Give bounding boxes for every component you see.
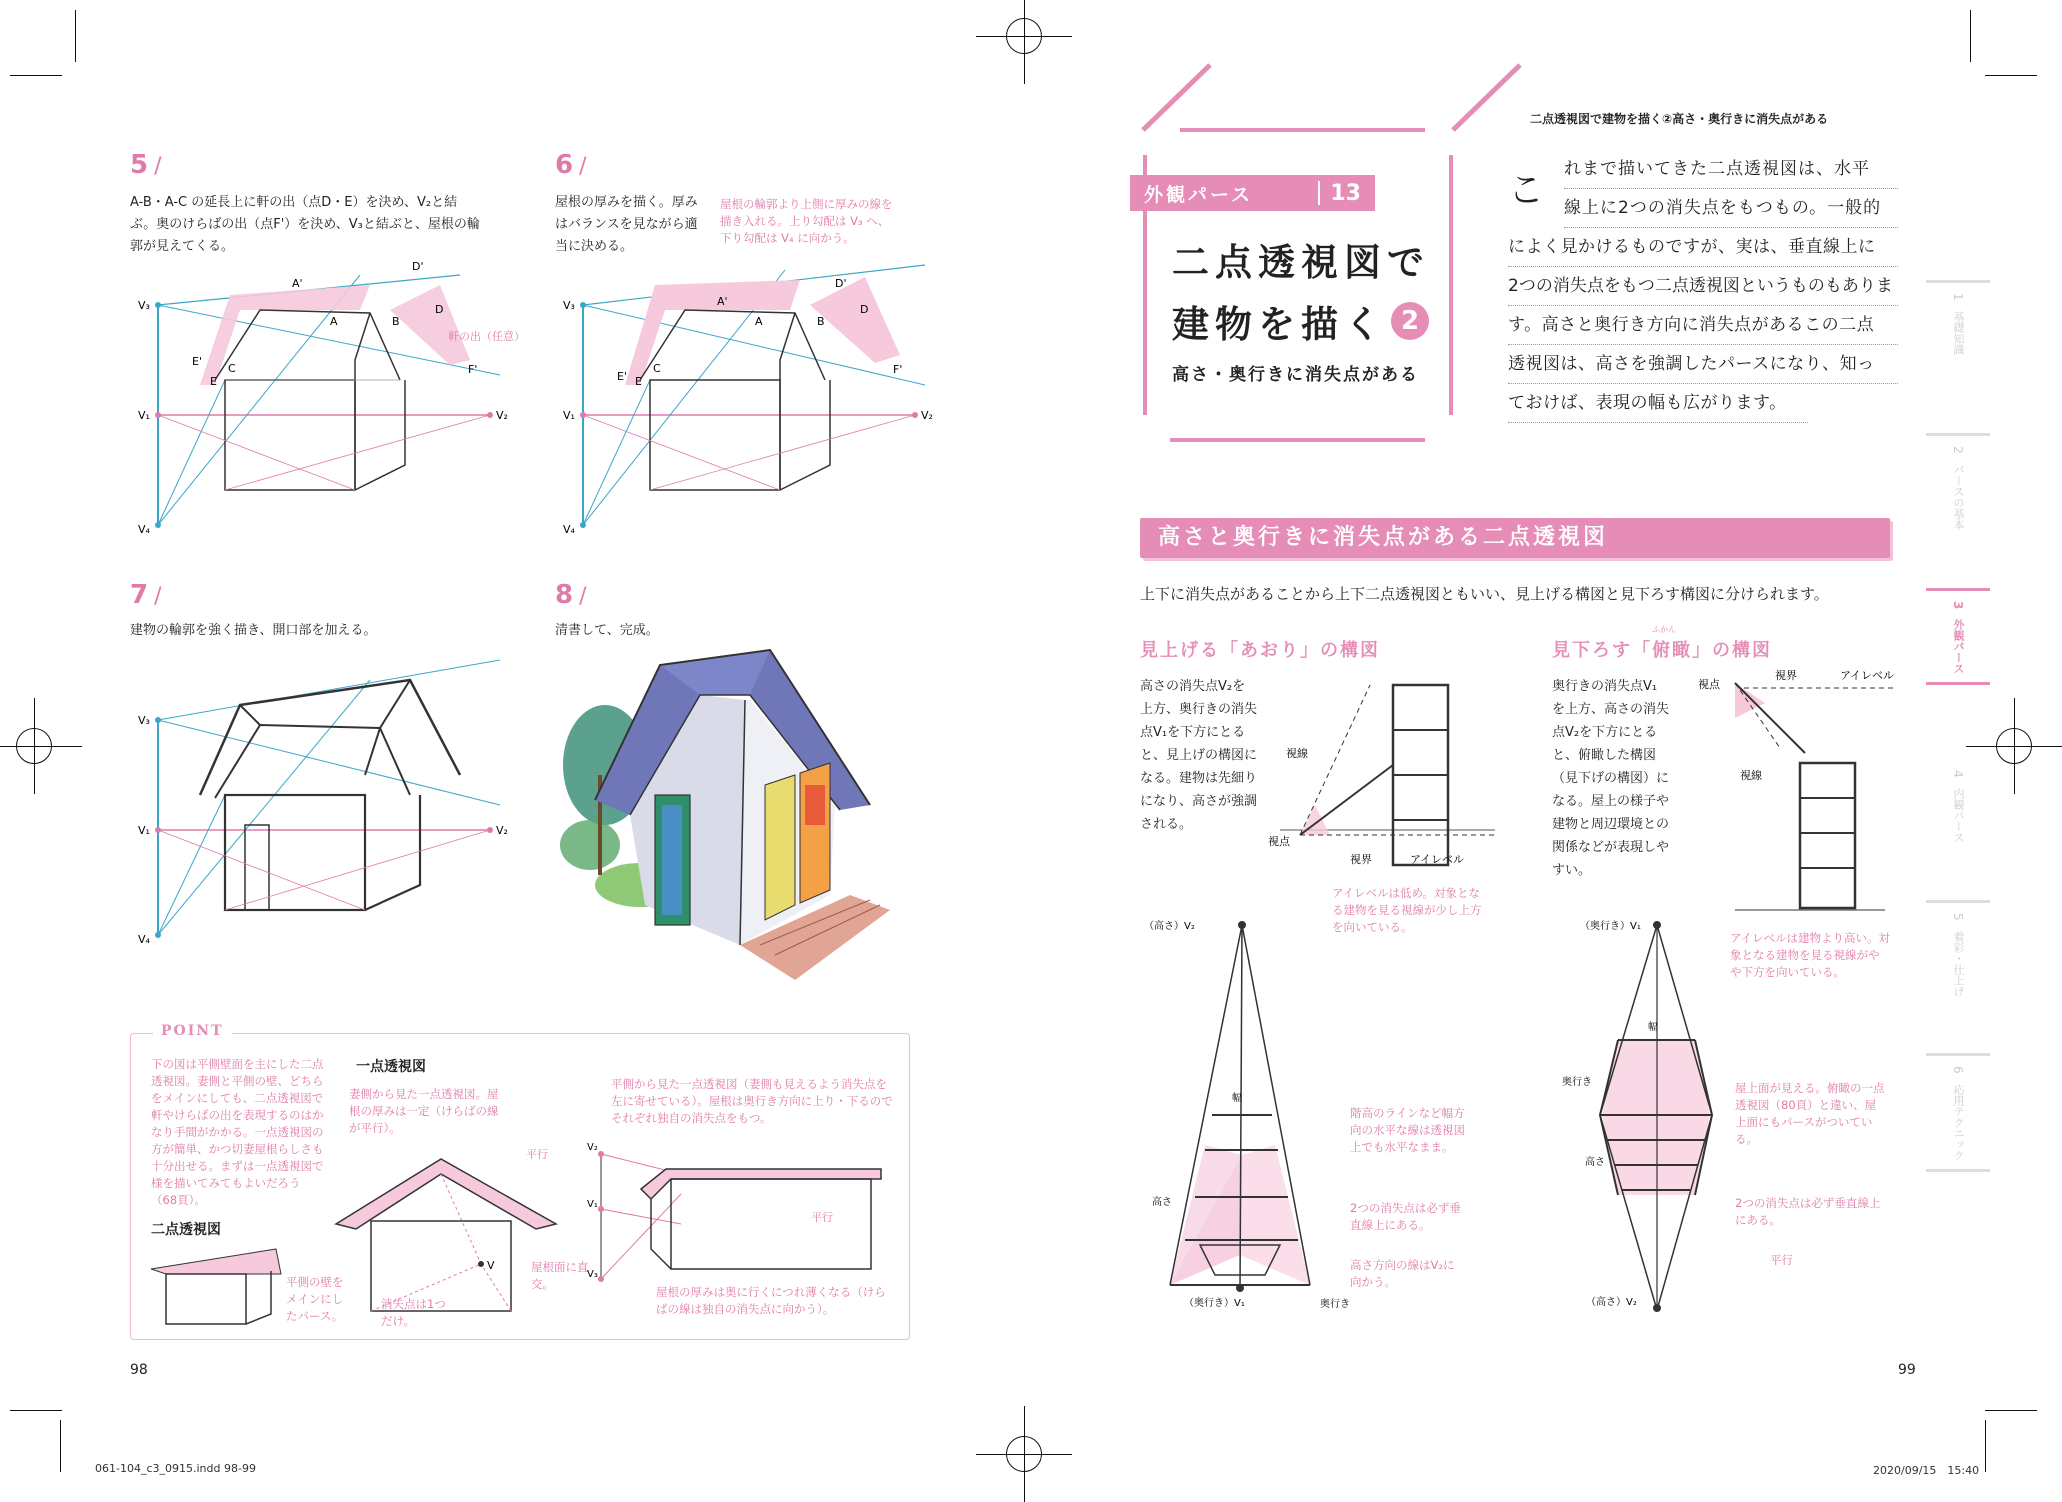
svg-text:幅: 幅: [1232, 1093, 1242, 1104]
aori-note-2: 2つの消失点は必ず垂直線上にある。: [1350, 1201, 1461, 1232]
fukan-ruby: ふかん: [1652, 625, 1676, 634]
registration-mark: [1986, 718, 2042, 774]
side-tab-label: 着彩・仕上げ: [1952, 930, 1965, 997]
side-tab-number: 4: [1951, 770, 1965, 778]
svg-text:幅: 幅: [1648, 1022, 1658, 1033]
svg-text:（奥行き）V₁: （奥行き）V₁: [1184, 1298, 1245, 1309]
svg-text:アイレベル: アイレベル: [1410, 853, 1465, 866]
fukan-note-2: 2つの消失点は必ず垂直線上にある。: [1735, 1196, 1881, 1227]
svg-text:A': A': [292, 277, 303, 290]
point-intro: 下の図は平側壁面を主にした二点透視図。妻側と平側の壁、どちらをメインにしても、二点透視図で軒やけらばの出を表現するのはかなり手間がかかる。一点透視図の方が簡単、かつ切妻屋根らしさも十分出せる。まずは一点透視図で様を描いてみてもよいだろう（68頁）。: [151, 1057, 324, 1207]
side-tab-active[interactable]: [1926, 588, 1990, 685]
v4-label: V₄: [138, 523, 150, 536]
svg-text:C: C: [653, 362, 661, 375]
chapter-tag-label: 外観パース: [1144, 183, 1254, 206]
eaves-note: 軒の出（任意）: [448, 330, 525, 343]
step-number: 8 /: [555, 580, 587, 610]
registration-mark: [996, 1426, 1052, 1482]
step-text: A-B・A-C の延長上に軒の出（点D・E）を決め、V₂と結ぶ。奥のけらばの出（点F'）を決め、V₃と結ぶと、屋根の輪郭が見えてくる。: [130, 195, 480, 254]
side-tab-label: 内観パース: [1952, 787, 1965, 843]
aori-text: 高さの消失点V₂を上方、奥行きの消失点V₁を下方にとると、見上げの構図になる。建物は先細りになり、高さが強調される。: [1140, 679, 1258, 832]
svg-text:アイレベル: アイレベル: [1840, 669, 1895, 682]
side-tab-number: 6: [1951, 1066, 1965, 1074]
svg-text:V₁: V₁: [563, 409, 575, 422]
point-one-point-sketch: [331, 1149, 571, 1319]
svg-text:V₃: V₃: [587, 1269, 598, 1280]
svg-text:高さ: 高さ: [1585, 1157, 1605, 1168]
svg-text:V₄: V₄: [563, 523, 575, 536]
face-note: 屋根面に直交。: [531, 1260, 589, 1291]
aori-note-1: 階高のラインなど幅方向の水平な線は透視図上でも水平なまま。: [1350, 1106, 1465, 1154]
aori-eye-diagram: [1270, 675, 1500, 875]
side-tab-label: 応用テクニック: [1952, 1083, 1965, 1161]
v2-label: V₂: [496, 409, 508, 422]
fukan-note-1: 屋上面が見える。俯瞰の一点透視図（80頁）と違い、屋上面にもパースがついている。: [1735, 1081, 1885, 1146]
crop-mark: [60, 1420, 61, 1472]
svg-text:V₂: V₂: [496, 824, 508, 837]
aori-perspective-diagram: [1144, 915, 1380, 1325]
side-tab[interactable]: [1926, 1053, 1990, 1172]
section-lead: 上下に消失点があることから上下二点透視図ともいい、見上げる構図と見下ろす構図に分けられます。: [1140, 585, 1829, 603]
svg-text:D: D: [860, 303, 869, 316]
intro-drop-cap: こ: [1508, 170, 1545, 211]
section-heading: 高さと奥行きに消失点がある二点透視図: [1140, 518, 1890, 558]
step-6-diagram: [555, 255, 955, 540]
intro-line: 透視図は、高さを強調したパースになり、知っ: [1508, 345, 1898, 384]
svg-text:E': E': [192, 355, 202, 368]
chapter-tag: [1130, 175, 1375, 211]
svg-text:F': F': [468, 363, 478, 376]
side-tab[interactable]: [1926, 433, 1990, 530]
v3-label: V₃: [138, 299, 150, 312]
side-tab-label: 外観パース: [1952, 619, 1965, 675]
svg-text:B: B: [392, 315, 400, 328]
step-5-diagram: [130, 255, 530, 540]
fukan-eye-diagram: [1690, 668, 1900, 918]
aori-note-3: 高さ方向の線はV₂に向かう。: [1350, 1258, 1455, 1289]
step-number: 5 /: [130, 150, 162, 180]
page-number-left: 98: [130, 1362, 148, 1378]
point-two-point-sketch: [146, 1239, 296, 1329]
aori-heading: 見上げる「あおり」の構図: [1140, 640, 1380, 661]
svg-text:D': D': [835, 277, 847, 290]
svg-text:V₃: V₃: [138, 714, 150, 727]
point-box: [130, 1023, 910, 1340]
step-7-diagram: [130, 660, 530, 945]
svg-text:V₂: V₂: [921, 409, 933, 422]
side-tab-label: パースの基本: [1952, 463, 1965, 530]
one-point-note: 妻側から見た一点透視図。屋根の厚みは一定（けらばの線が平行）。: [349, 1087, 499, 1135]
side-tab-number: 5: [1951, 913, 1965, 921]
svg-text:視点: 視点: [1698, 678, 1720, 691]
footer-date: 2020/09/15 15:40: [1873, 1464, 1980, 1477]
crop-mark: [1985, 1420, 1986, 1472]
fukan-perspective-diagram: [1560, 915, 1720, 1320]
main-wall-note: 平側の壁をメインにしたパース。: [286, 1275, 344, 1323]
side-tab-label: 基礎知識: [1952, 310, 1965, 355]
svg-text:（奥行き）V₁: （奥行き）V₁: [1580, 921, 1641, 932]
svg-text:A: A: [755, 315, 763, 328]
fukan-heading: 見下ろす「俯瞰」の構図: [1552, 640, 1772, 661]
one-vp-note: 消失点は1つだけ。: [381, 1297, 446, 1328]
chapter-tag-number: 13: [1330, 180, 1361, 206]
svg-text:D': D': [412, 260, 424, 273]
svg-text:D: D: [435, 303, 444, 316]
thickness-note: 屋根の厚みは奥に行くにつれ薄くなる（けらばの線は独自の消失点に向かう）。: [656, 1285, 886, 1316]
page-subtitle: 高さ・奥行きに消失点がある: [1172, 365, 1419, 385]
point-badge: POINT: [153, 1023, 232, 1039]
svg-text:B: B: [817, 315, 825, 328]
registration-mark: [996, 8, 1052, 64]
parallel-label: 平行: [811, 1211, 833, 1224]
intro-line: す。高さと奥行き方向に消失点があるこの二点: [1508, 306, 1898, 345]
svg-text:V₁: V₁: [587, 1199, 598, 1210]
svg-text:奥行き: 奥行き: [1562, 1077, 1592, 1088]
svg-text:V₄: V₄: [138, 933, 150, 946]
one-point-subheading: 一点透視図: [356, 1059, 426, 1075]
step-text: 建物の輪郭を強く描き、開口部を加える。: [130, 623, 377, 638]
side-view-note: 平側から見た一点透視図（妻側も見えるよう消失点を左に寄せている）。屋根は奥行き方向に上り・下るのでそれぞれ独自の消失点をもつ。: [611, 1077, 893, 1125]
intro-line: ておけば、表現の幅も広がります。: [1508, 384, 1808, 423]
fukan-eye-note: アイレベルは建物より高い。対象となる建物を見る視線がやや下方を向いている。: [1730, 931, 1890, 979]
page-title-line-1: 二点透視図で: [1172, 241, 1430, 284]
side-tab[interactable]: [1926, 760, 1990, 843]
svg-text:E': E': [617, 370, 627, 383]
crop-mark: [1985, 75, 2037, 76]
intro-line: 線上に2つの消失点をもつもの。一般的: [1564, 189, 1898, 228]
intro-line: れまで描いてきた二点透視図は、水平: [1564, 150, 1898, 189]
crop-mark: [1970, 10, 1971, 62]
svg-text:視線: 視線: [1740, 769, 1762, 782]
parallel-label: 平行: [526, 1148, 548, 1161]
svg-text:V₁: V₁: [138, 824, 150, 837]
two-point-subheading: 二点透視図: [151, 1222, 221, 1238]
svg-text:F': F': [893, 363, 903, 376]
svg-text:（高さ）V₂: （高さ）V₂: [1586, 1297, 1637, 1308]
intro-line: 2つの消失点をもつ二点透視図というものもありま: [1508, 267, 1898, 306]
step-number: 7 /: [130, 580, 162, 610]
crop-mark: [10, 75, 62, 76]
svg-text:E: E: [635, 375, 642, 388]
svg-text:視界: 視界: [1350, 853, 1372, 866]
side-tab-number: 1: [1951, 293, 1965, 301]
point-side-sketch: [587, 1134, 901, 1284]
svg-text:視点: 視点: [1268, 835, 1290, 848]
svg-text:E: E: [210, 375, 217, 388]
svg-text:V: V: [487, 1259, 495, 1272]
intro-text: [1508, 150, 1898, 423]
svg-text:V₃: V₃: [563, 299, 575, 312]
side-tab[interactable]: [1926, 900, 1990, 997]
step-text: 屋根の厚みを描く。厚みはバランスを見ながら適当に決める。: [555, 195, 698, 254]
intro-line: によく見かけるものですが、実は、垂直線上に: [1508, 228, 1898, 267]
page-title-line-2: 建物を描く 2: [1172, 294, 1429, 348]
step-number: 6 /: [555, 150, 587, 180]
v1-label: V₁: [138, 409, 150, 422]
page-number-right: 99: [1898, 1362, 1916, 1378]
side-tab[interactable]: [1926, 280, 1990, 355]
finished-house-illustration: [550, 645, 890, 980]
aori-eye-note: アイレベルは低め。対象となる建物を見る視線が少し上方を向いている。: [1332, 886, 1482, 934]
svg-text:A': A': [717, 295, 728, 308]
svg-text:A: A: [330, 315, 338, 328]
svg-text:奥行き: 奥行き: [1320, 1299, 1350, 1310]
svg-text:視線: 視線: [1286, 747, 1308, 760]
crop-mark: [10, 1410, 62, 1411]
footer-filename: 061-104_c3_0915.indd 98-99: [95, 1462, 256, 1475]
registration-mark: [6, 718, 62, 774]
step-6-note: 屋根の輪郭より上側に厚みの線を描き入れる。上り勾配は V₃ へ、下り勾配は V₄ に向かう。: [720, 197, 893, 245]
step-text: 清書して、完成。: [555, 623, 659, 638]
svg-text:C: C: [228, 362, 236, 375]
side-tab-number: 3: [1951, 601, 1965, 610]
fukan-text: 奥行きの消失点V₁を上方、高さの消失点V₂を下方にとると、俯瞰した構図（見下げの構図）になる。屋上の様子や建物と周辺環境との関係などが表現しやすい。: [1552, 679, 1670, 878]
svg-text:高さ: 高さ: [1152, 1197, 1172, 1208]
svg-text:（高さ）V₂: （高さ）V₂: [1144, 921, 1195, 932]
side-tab-number: 2: [1951, 446, 1965, 454]
fukan-note-3: 平行: [1770, 1253, 1793, 1267]
svg-text:V₂: V₂: [587, 1142, 598, 1153]
svg-text:視界: 視界: [1775, 669, 1797, 682]
crop-mark: [1985, 1410, 2037, 1411]
running-title: 二点透視図で建物を描く②高さ・奥行きに消失点がある: [1530, 112, 1829, 126]
crop-mark: [75, 10, 76, 62]
title-number-circle: 2: [1391, 302, 1429, 340]
